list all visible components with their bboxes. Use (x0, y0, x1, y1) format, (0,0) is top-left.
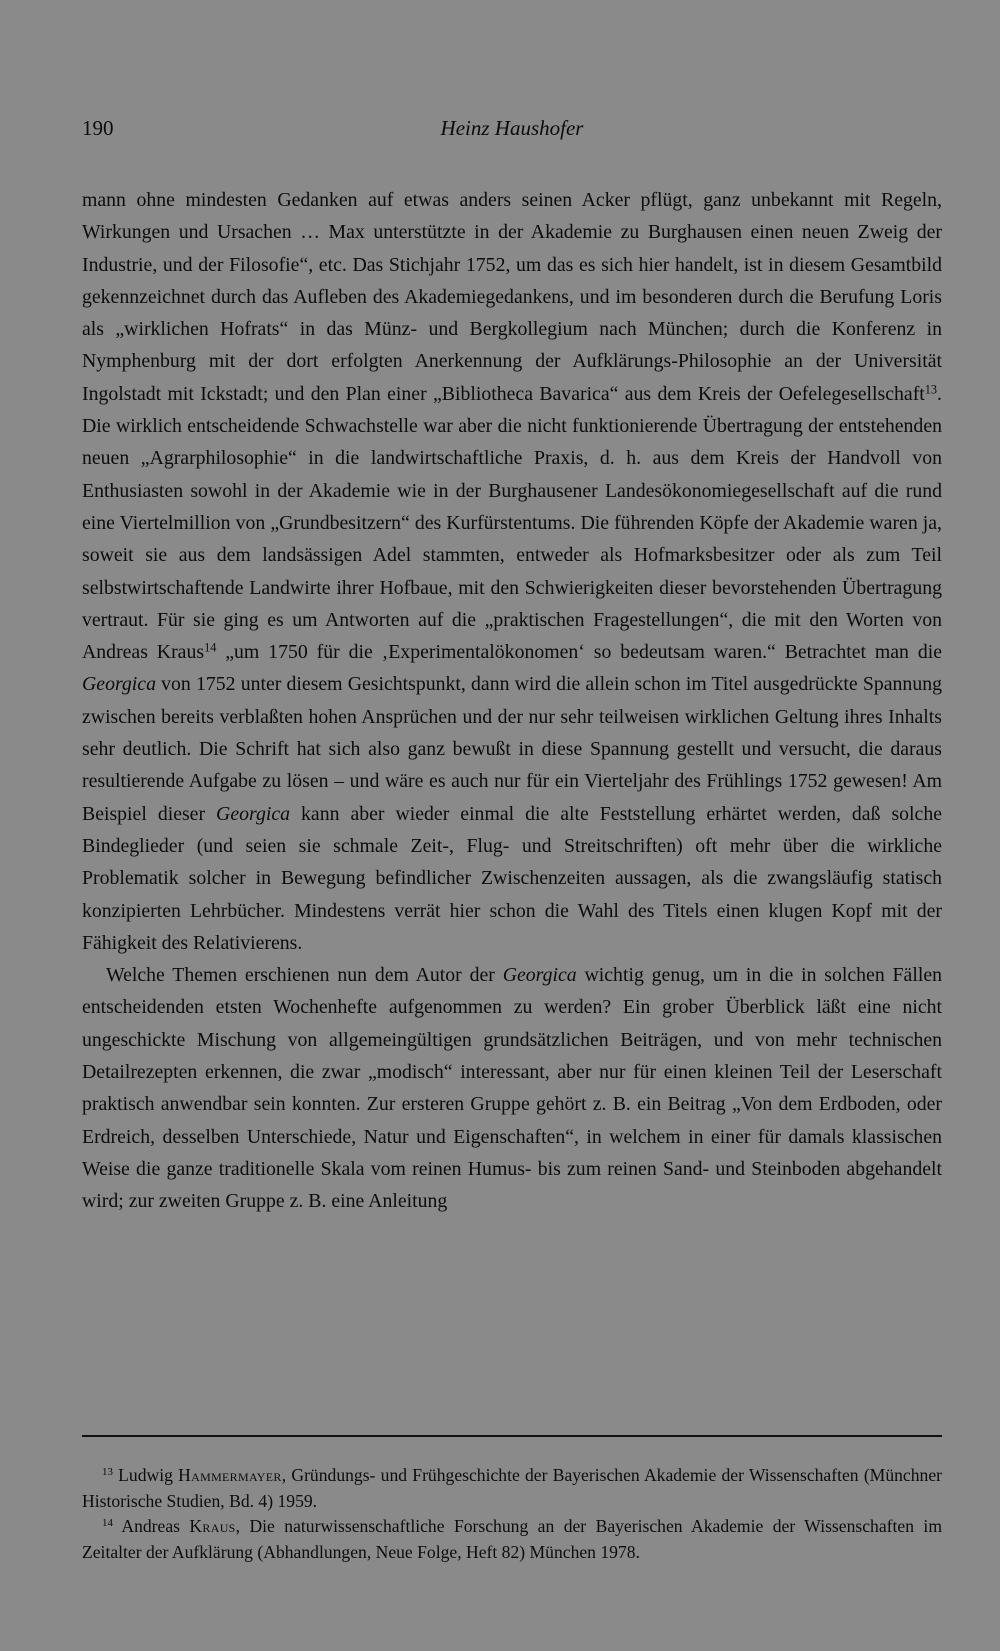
footnotes (82, 1463, 942, 1565)
footnote-ref: 13 (924, 382, 938, 397)
paragraph (82, 959, 942, 1217)
text-run: mann ohne mindesten Gedanken auf etwas anders seinen Acker pflügt, ganz unbekannt mit Regeln, Wirkungen und Ursachen … Max unterstützte in der Akademie zu Burghausen einen neuen Zweig der Industrie, und der Filosofie“, etc. Das Stichjahr 1752, um das es sich hier handelt, ist in diesem Gesamtbild gekennzeichnet durch das Aufleben des Akademiegedankens, und im besonderen durch die Berufung Loris als „wirklichen Hofrats“ in das Münz- und Bergkollegium nach München; durch die Konferenz in Nymphenburg mit der dort erfolgten Anerkennung der Aufklärungs-Philosophie an der Universität Ingolstadt mit Ickstadt; und den Plan einer „Bibliotheca Bavarica“ aus dem Kreis der Oefelegesellschaft (82, 189, 942, 405)
body-text (82, 184, 942, 1218)
page-number: 190 (82, 116, 114, 140)
paragraph (82, 184, 942, 959)
footnote (82, 1514, 942, 1565)
footnote-ref: 13 (102, 1466, 113, 1478)
author-name: Hammermayer (178, 1465, 282, 1485)
text-run: Welche Themen erschienen nun dem Autor der (106, 964, 503, 987)
footnote-separator (82, 1435, 942, 1437)
text-run: kann aber wieder einmal die alte Feststellung erhärtet werden, daß solche Bindeglieder (und seien sie schmale Zeit-, Flug- und Streitschriften) oft mehr über die wirkliche Problematik solcher in Bewegung befindlicher Zwischenzeiten aussagen, als die zwangsläufig statisch konzipierten Lehrbücher. Mindestens verrät hier schon die Wahl des Titels einen klugen Kopf mit der Fähigkeit des Relativierens. (82, 802, 942, 954)
italic-title: Georgica (82, 673, 156, 696)
footnote (82, 1463, 942, 1514)
text-run: Ludwig (112, 1465, 179, 1485)
italic-title: Georgica (502, 964, 577, 987)
text-run: , Gründungs- und Frühgeschichte der Bayerischen Akademie der Wissenschaften (Münchner Historische Studien, Bd. 4) 1959. (82, 1465, 942, 1511)
author-name: Kraus (189, 1516, 236, 1536)
text-run: wichtig genug, um in die in solchen Fällen entscheidenden etsten Wochenhefte aufgenommen zu werden? Ein grober Überblick läßt eine nicht ungeschickte Mischung von allgemeingültigen grundsätzlichen Beiträgen, und von mehr technischen Detailrezepten erkennen, die zwar „modisch“ interessant, aber nur für einen kleinen Teil der Leserschaft praktisch anwendbar sein konnten. Zur ersteren Gruppe gehört z. B. ein Beitrag „Von dem Erdboden, oder Erdreich, desselben Unterschiede, Natur und Eigenschaften“, in welchem in einer für damals klassischen Weise die ganze traditionelle Skala vom reinen Humus- bis zum reinen Sand- und Steinboden abgehandelt wird; zur zweiten Gruppe z. B. eine Anleitung (82, 964, 942, 1213)
text-run: „um 1750 für die ‚Experimentalökonomen‘ so bedeutsam waren.“ Betrachtet man die (216, 641, 942, 664)
text-run: , Die naturwissenschaftliche Forschung an der Bayerischen Akademie der Wissenschaften im Zeitalter der Aufklärung (Abhandlungen, Neue Folge, Heft 82) München 1978. (82, 1516, 943, 1562)
footnote-ref: 14 (102, 1517, 113, 1529)
footnote-ref: 14 (204, 640, 217, 655)
text-run: Andreas (112, 1516, 190, 1536)
text-run: von 1752 unter diesem Gesichtspunkt, dann wird die allein schon im Titel ausgedrückte Spannung zwischen bereits verblaßten hohen Ansprüchen und der nur sehr teilweisen wirklichen Geltung ihres Inhalts sehr deutlich. Die Schrift hat sich also ganz bewußt in diese Spannung gestellt und versucht, die daraus resultierende Aufgabe zu lösen – und wäre es auch nur für ein Vierteljahr des Frühlings 1752 gewesen! Am Beispiel dieser (82, 673, 942, 825)
text-run: . Die wirklich entscheidende Schwachstelle war aber die nicht funktionierende Übertragung der entstehenden neuen „Agrarphilosophie“ in die landwirtschaftliche Praxis, d. h. aus dem Kreis der Handvoll von Enthusiasten sowohl in der Akademie wie in der Burghausener Landesökonomiegesellschaft auf die rund eine Viertelmillion von „Grundbesitzern“ des Kurfürstentums. Die führenden Köpfe der Akademie waren ja, soweit sie aus dem landsässigen Adel stammten, entweder als Hofmarksbesitzer oder als zum Teil selbstwirtschaftende Landwirte ihrer Hofbaue, mit den Schwierigkeiten dieser bevorstehenden Übertragung vertraut. Für sie ging es um Antworten auf die „praktischen Fragestellungen“, die mit den Worten von Andreas Kraus (82, 382, 942, 664)
italic-title: Georgica (216, 802, 291, 825)
page-header (82, 116, 942, 152)
running-head: Heinz Haushofer (440, 116, 584, 140)
